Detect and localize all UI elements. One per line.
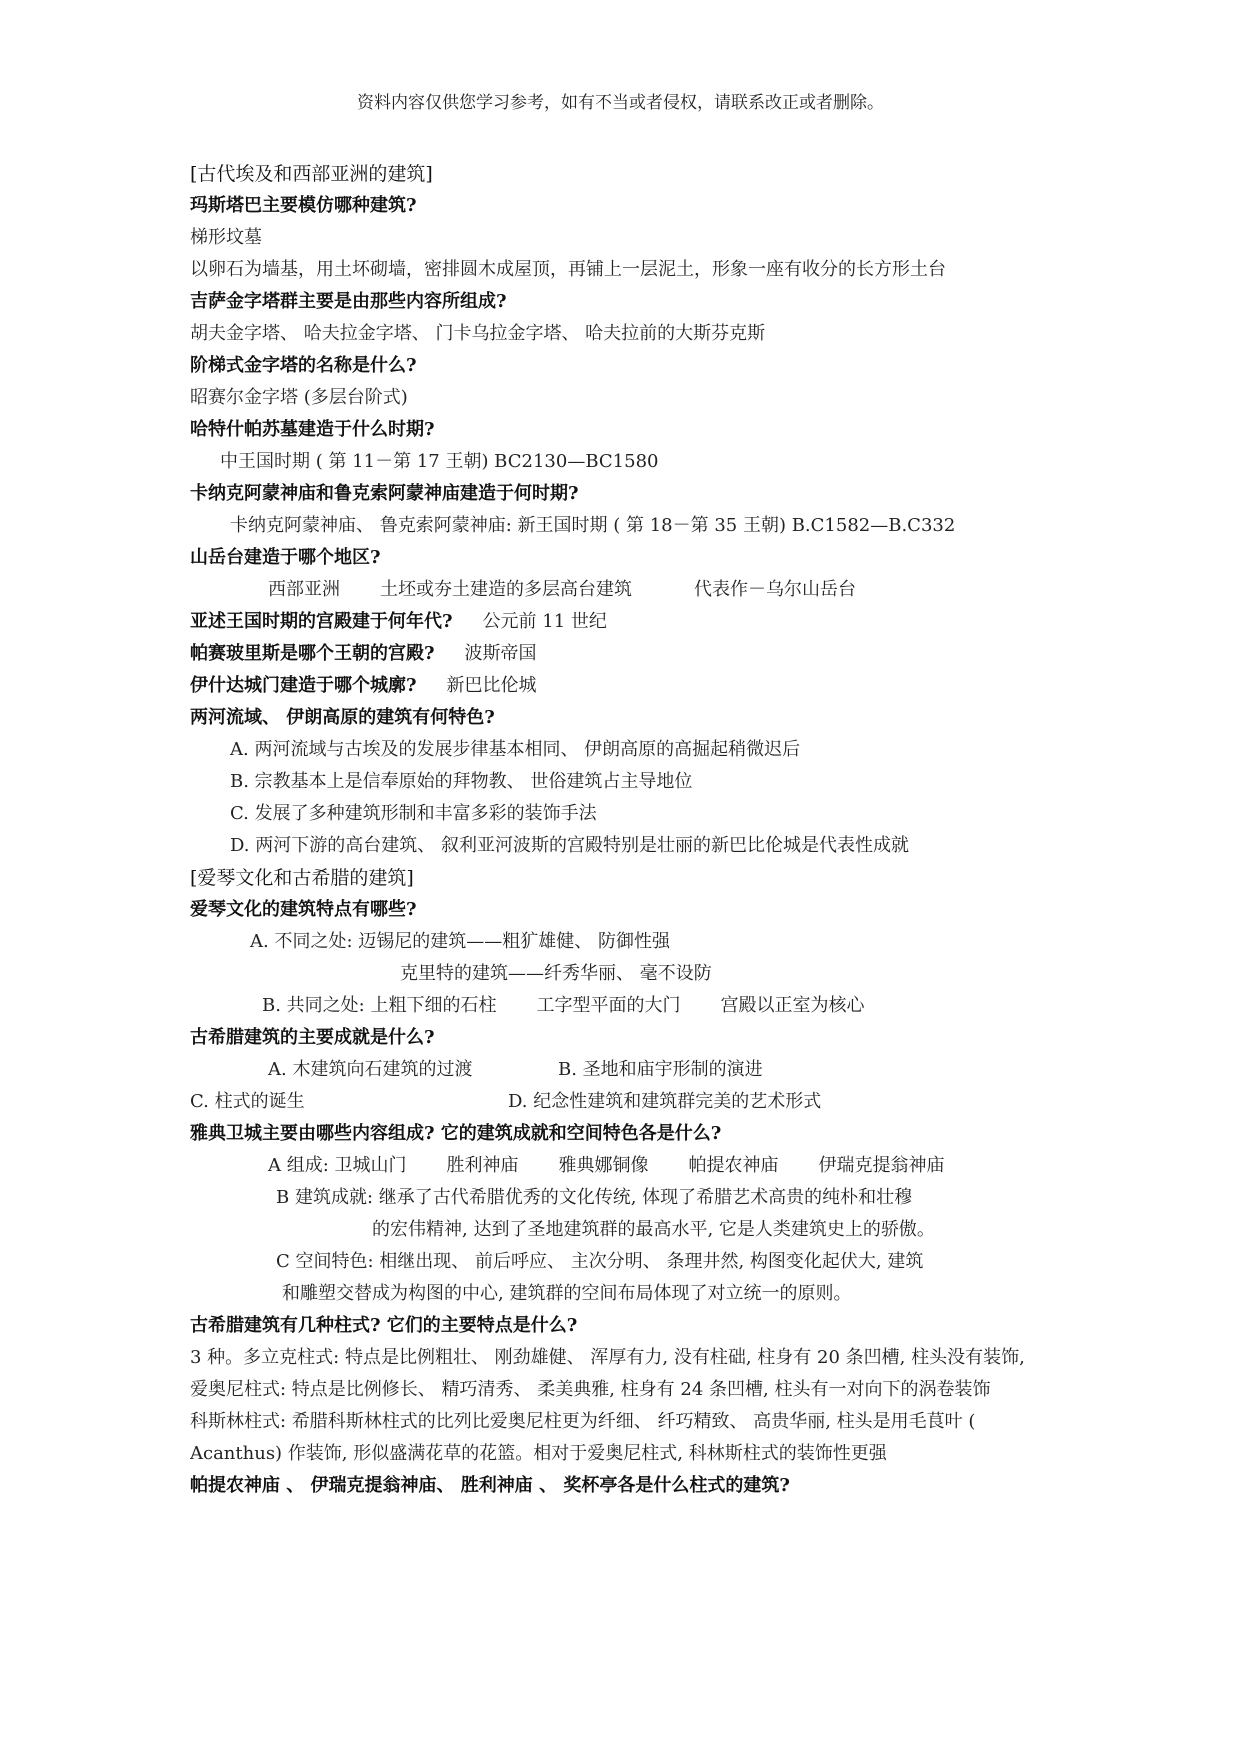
question: 吉萨金字塔群主要是由那些内容所组成? [190,291,507,312]
section-heading: [爱琴文化和古希腊的建筑] [190,867,414,889]
answer [190,1086,1070,1118]
question: 哈特什帕苏墓建造于什么时期? [190,419,435,440]
answer: A. 不同之处: 迈锡尼的建筑——粗犷雄健、 防御性强 [250,931,670,952]
answer-part: B. 圣地和庙宇形制的演进 [558,1059,763,1080]
answer: 昭赛尔金字塔 (多层台阶式) [190,387,408,408]
qa-line [190,638,1070,670]
answer: 新巴比伦城 [446,675,537,696]
question: 伊什达城门建造于哪个城廓? [190,675,417,696]
question: 两河流域、 伊朗高原的建筑有何特色? [190,707,495,728]
answer-part: 伊瑞克提翁神庙 [818,1155,945,1176]
answer: C 空间特色: 相继出现、 前后呼应、 主次分明、 条理井然, 构图变化起伏大, 建筑 [276,1251,924,1272]
answer-part: 宫殿以正室为核心 [720,995,865,1016]
question: 帕赛玻里斯是哪个王朝的宫殿? [190,643,435,664]
answer [190,990,1070,1022]
answer: 公元前 11 世纪 [482,611,607,632]
question: 亚述王国时期的宫殿建于何年代? [190,611,453,632]
question: 雅典卫城主要由哪些内容组成? 它的建筑成就和空间特色各是什么? [190,1123,722,1144]
document-body [190,158,1070,1502]
answer-part: B. 共同之处: 上粗下细的石柱 [262,995,497,1016]
question: 帕提农神庙 、 伊瑞克提翁神庙、 胜利神庙 、 奖杯亭各是什么柱式的建筑? [190,1475,790,1496]
answer: 的宏伟精神, 达到了圣地建筑群的最高水平, 它是人类建筑史上的骄傲。 [372,1219,935,1240]
question: 山岳台建造于哪个地区? [190,547,381,568]
question: 阶梯式金字塔的名称是什么? [190,355,417,376]
answer-part: 西部亚洲 [268,579,340,600]
question: 卡纳克阿蒙神庙和鲁克索阿蒙神庙建造于何时期? [190,483,579,504]
question: 古希腊建筑有几种柱式? 它们的主要特点是什么? [190,1315,578,1336]
list-item: B. 宗教基本上是信奉原始的拜物教、 世俗建筑占主导地位 [230,771,693,792]
answer [190,1054,1070,1086]
answer-part: 胜利神庙 [446,1155,519,1176]
disclaimer-header: 资料内容仅供您学习参考，如有不当或者侵权，请联系改正或者删除。 [357,93,884,113]
list-item: C. 发展了多种建筑形制和丰富多彩的装饰手法 [230,803,597,824]
answer: 梯形坟墓 [190,227,262,248]
list-item: D. 两河下游的高台建筑、 叙利亚河波斯的宫殿特别是壮丽的新巴比伦城是代表性成就 [230,835,909,856]
answer: 卡纳克阿蒙神庙、 鲁克索阿蒙神庙: 新王国时期 ( 第 18－第 35 王朝) B.C1582—B.C332 [230,515,956,536]
answer-part: A. 木建筑向石建筑的过渡 [268,1059,473,1080]
answer-part: 代表作－乌尔山岳台 [694,579,856,600]
section-heading: [古代埃及和西部亚洲的建筑] [190,163,433,185]
answer: 波斯帝国 [464,643,537,664]
answer: 爱奥尼柱式: 特点是比例修长、 精巧清秀、 柔美典雅, 柱身有 24 条凹槽, 柱头有一对向下的涡卷装饰 [190,1379,991,1400]
answer-part: C. 柱式的诞生 [190,1091,305,1112]
answer [190,574,1070,606]
answer: 胡夫金字塔、 哈夫拉金字塔、 门卡乌拉金字塔、 哈夫拉前的大斯芬克斯 [190,323,766,344]
list-item: A. 两河流域与古埃及的发展步律基本相同、 伊朗高原的高掘起稍微迟后 [230,739,801,760]
qa-line [190,670,1070,702]
answer-part: A 组成: 卫城山门 [268,1155,407,1176]
qa-line [190,606,1070,638]
answer-part: 帕提农神庙 [688,1155,779,1176]
question: 古希腊建筑的主要成就是什么? [190,1027,435,1048]
answer [190,1150,1070,1182]
answer-part: 土坯或夯土建造的多层高台建筑 [380,579,632,600]
answer: 3 种。多立克柱式: 特点是比例粗壮、 刚劲雄健、 浑厚有力, 没有柱础, 柱身有 20 条凹槽, 柱头没有装饰, [190,1347,1025,1368]
answer: 中王国时期 ( 第 11－第 17 王朝) BC2130—BC1580 [220,451,659,472]
question: 爱琴文化的建筑特点有哪些? [190,899,417,920]
answer: 科斯林柱式: 希腊科斯林柱式的比列比爱奥尼柱更为纤细、 纤巧精致、 高贵华丽, 柱头是用毛茛叶 ( Acanthus) 作装饰, 形似盛满花草的花篮。相对于爱奥尼柱式, 科林斯柱式的装饰性更强 [190,1411,976,1464]
answer: 以卵石为墙基，用土坏砌墙，密排圆木成屋顶，再铺上一层泥土，形象一座有收分的长方形土台 [190,259,946,280]
answer-part: 工字型平面的大门 [536,995,681,1016]
question: 玛斯塔巴主要模仿哪种建筑? [190,195,417,216]
answer: B 建筑成就: 继承了古代希腊优秀的文化传统, 体现了希腊艺术高贵的纯朴和壮穆 [276,1187,913,1208]
answer: 克里特的建筑——纤秀华丽、 毫不设防 [400,963,712,984]
answer-part: 雅典娜铜像 [558,1155,649,1176]
answer: 和雕塑交替成为构图的中心, 建筑群的空间布局体现了对立统一的原则。 [282,1283,852,1304]
answer-part: D. 纪念性建筑和建筑群完美的艺术形式 [508,1091,822,1112]
